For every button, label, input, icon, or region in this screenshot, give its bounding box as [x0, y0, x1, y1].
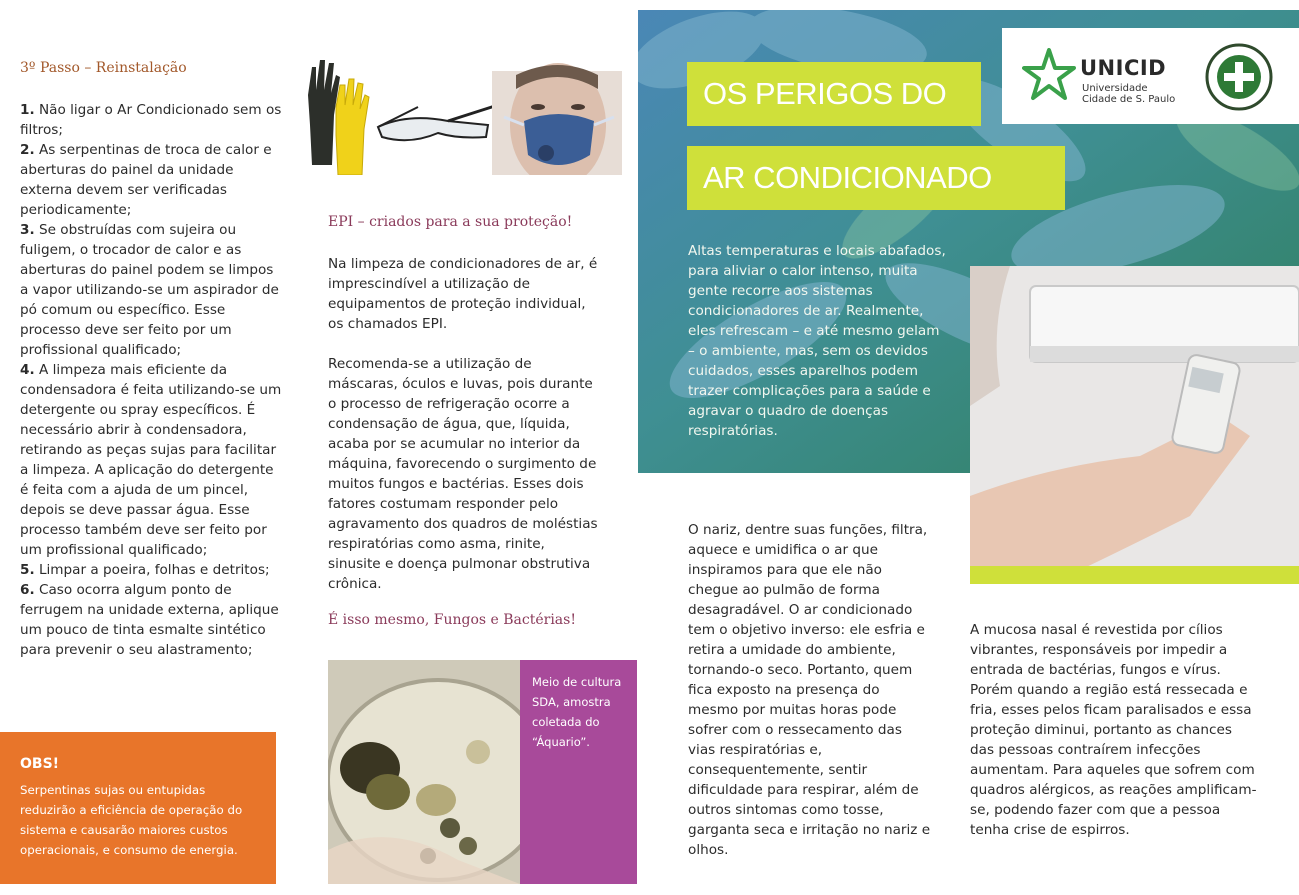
step-text: Limpar a poeira, folhas e detritos;	[34, 562, 270, 578]
epi-paragraph: Recomenda-se a utilização de máscaras, óculos e luvas, pois durante o processo de refrigeração ocorre a condensação de água, que, líquida, acaba por se acumular no interior da máquina, favorecendo o surgimento de muitos fungos e bactérias. Esses dois fatores costumam responder pelo agravamento dos quadros de moléstias respiratórias como asma, rinite, sinusite e doença pulmonar obstrutiva crônica.	[328, 356, 598, 592]
step-text: A limpeza mais eficiente da condensadora é feita utilizando-se um detergente ou spray específicos. É necessário abrir à condensadora, retirando as peças sujas para facilitar a limpeza. A aplicação do detergente é feita com a ajuda de um pincel, depois se deve passar água. Esse processo também deve ser feito por um profissional qualificado;	[20, 362, 282, 558]
title-line-2: AR CONDICIONADO	[703, 160, 992, 195]
fungi-heading: É isso mesmo, Fungos e Bactérias!	[328, 612, 576, 628]
step-number: 6.	[20, 582, 35, 598]
logo-name: UNICID	[1080, 56, 1167, 80]
logo-subtitle: Universidade	[1082, 83, 1148, 94]
biomedicina-seal-icon	[1204, 42, 1274, 112]
step-text: Caso ocorra algum ponto de ferrugem na unidade externa, aplique um pouco de tinta esmalte sintético para prevenir o seu alastramento;	[20, 582, 279, 658]
unicid-logo	[1002, 28, 1299, 124]
obs-title: OBS!	[20, 756, 60, 772]
star-logo-icon	[1022, 48, 1076, 102]
step-number: 1.	[20, 102, 35, 118]
petri-dish-photo	[328, 660, 520, 884]
epi-heading: EPI – criados para a sua proteção!	[328, 214, 573, 230]
step-item-2	[20, 140, 282, 220]
title-line-1: OS PERIGOS DO	[703, 76, 947, 111]
air-conditioner-photo	[970, 266, 1299, 584]
step-item-6	[20, 580, 282, 660]
black-glove-icon	[308, 60, 340, 165]
step-number: 5.	[20, 562, 35, 578]
title-banner-2	[687, 146, 1065, 210]
epi-body	[328, 254, 600, 614]
cover-intro-text: Altas temperaturas e locais abafados, para aliviar o calor intenso, muita gente recorre aos sistemas condicionadores de ar. Realmente, eles refrescam – e até mesmo gelam – o ambiente, mas, sem os devidos cuidados, esses aparelhos podem trazer complicações para a saúde e agravar o quadro de doenças respiratórias.	[688, 243, 946, 439]
step-item-5	[20, 560, 282, 580]
step-text: Se obstruídas com sujeira ou fuligem, o trocador de calor e as aberturas do painel podem se limpos a vapor utilizando-se um aspirador de pó comum ou específico. Esse processo deve ser feito por um profissional qualificado;	[20, 222, 279, 358]
ppe-equipment-image	[298, 55, 628, 175]
step-title: 3º Passo – Reinstalação	[20, 60, 187, 76]
step-text: Não ligar o Ar Condicionado sem os filtros;	[20, 102, 282, 138]
step-number: 3.	[20, 222, 35, 238]
step-number: 4.	[20, 362, 35, 378]
respirator-mask-photo	[492, 63, 622, 175]
step-item-1	[20, 100, 282, 140]
step-number: 2.	[20, 142, 35, 158]
nose-function-text: O nariz, dentre suas funções, filtra, aquece e umidifica o ar que inspiramos para que ele não chegue ao pulmão de forma desagradável. O ar condicionado tem o objetivo inverso: ele esfria e retira a umidade do ambiente, tornando-o seco. Portanto, quem fica exposto na presença do mesmo por muitas horas pode sofrer com o ressecamento das vias respiratórias e, consequentemente, sentir dificuldade para respirar, além de outros sintomas como tosse, garganta seca e irritação no nariz e olhos.	[688, 522, 931, 858]
yellow-glove-icon	[336, 79, 369, 175]
title-banner-1	[687, 62, 981, 126]
step-text: As serpentinas de troca de calor e aberturas do painel da unidade externa devem ser verificadas periodicamente;	[20, 142, 272, 218]
photo-caption: Meio de cultura SDA, amostra coletada do “Áquario”.	[532, 675, 622, 749]
safety-glasses-icon	[378, 105, 498, 140]
step-item-3	[20, 220, 282, 360]
epi-paragraph: Na limpeza de condicionadores de ar, é imprescindível a utilização de equipamentos de proteção individual, os chamados EPI.	[328, 256, 598, 332]
nasal-mucosa-text: A mucosa nasal é revestida por cílios vibrantes, responsáveis por impedir a entrada de bactérias, fungos e vírus. Porém quando a região está ressecada e fria, esses pelos ficam paralisados e essa proteção diminui, portanto as chances das pessoas contraírem infecções aumentam. Para aqueles que sofrem com quadros alérgicos, as reações amplificam-se, podendo fazer com que a pessoa tenha crise de espirros.	[970, 622, 1257, 838]
obs-box	[0, 732, 276, 884]
step-item-4	[20, 360, 282, 560]
obs-text: Serpentinas sujas ou entupidas reduzirão a eficiência de operação do sistema e causarão maiores custos operacionais, e consumo de energia.	[20, 783, 243, 857]
logo-subtitle: Cidade de S. Paulo	[1082, 94, 1176, 105]
caption-box	[520, 660, 637, 884]
reinstallation-steps	[20, 100, 282, 660]
